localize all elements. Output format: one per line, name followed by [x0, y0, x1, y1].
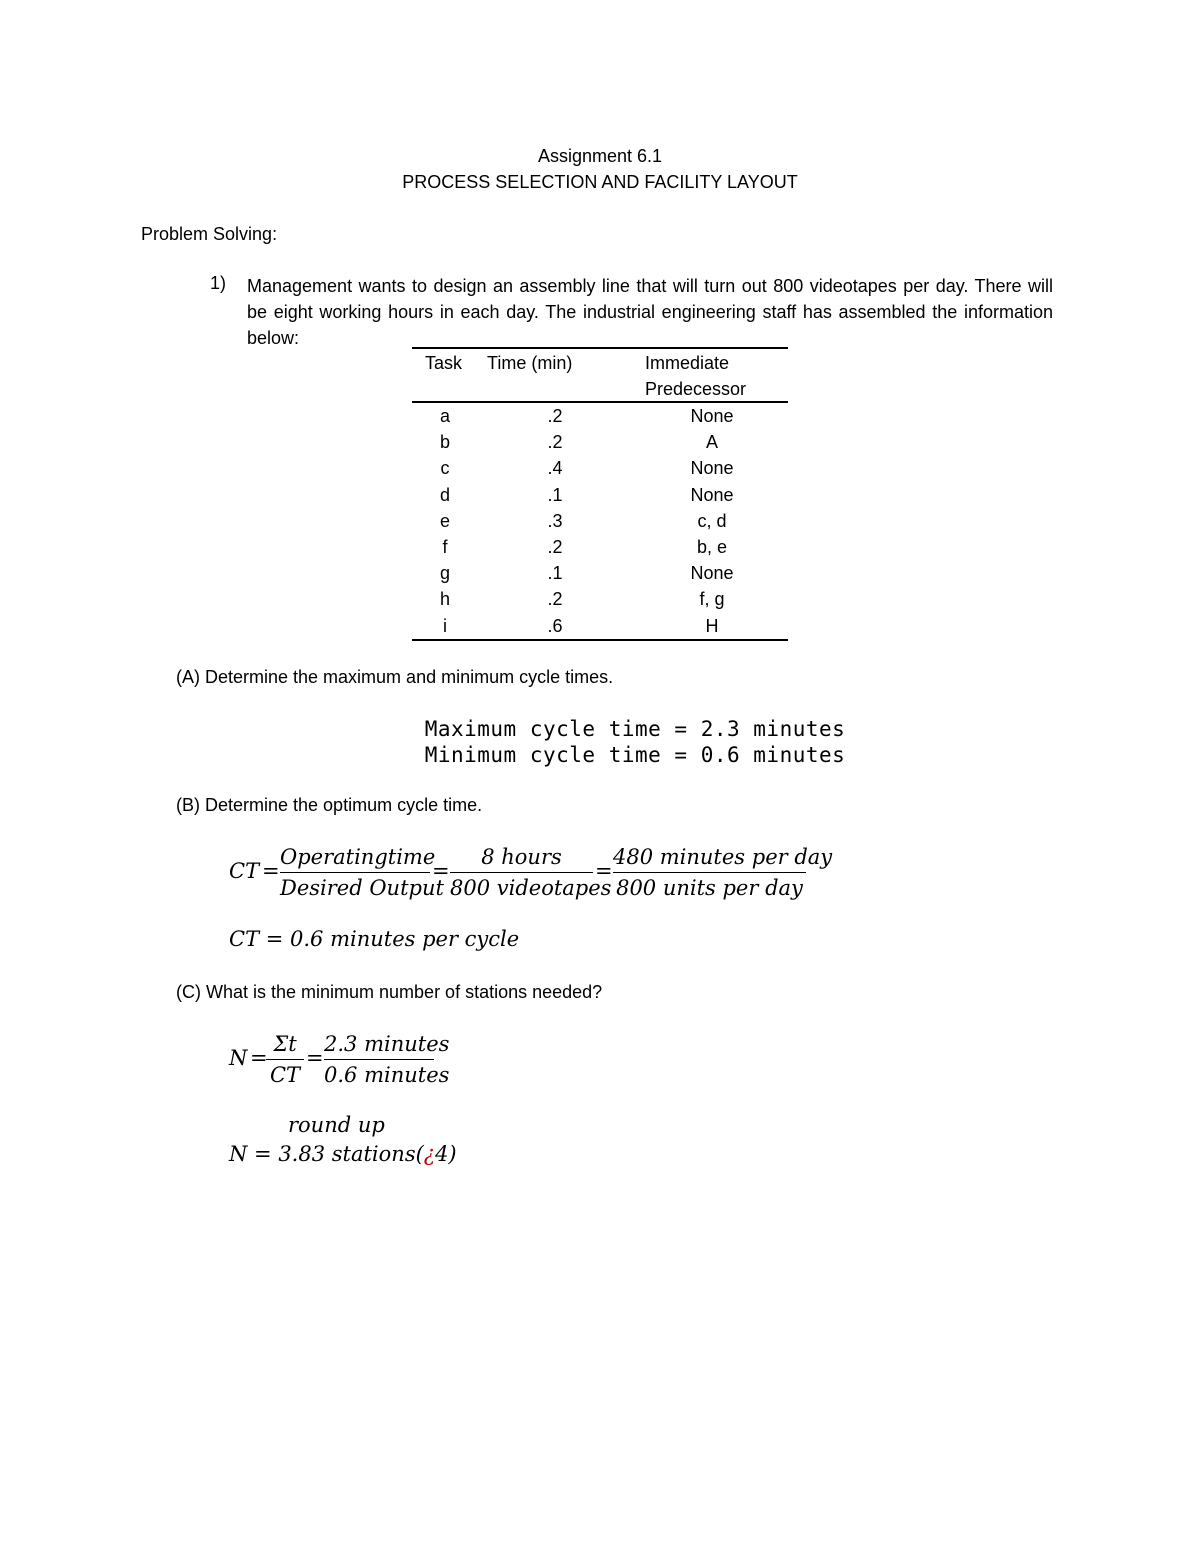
cell-time: .6	[547, 615, 563, 636]
fraction-numerator: 2.3 minutes	[324, 1032, 450, 1056]
stations-result	[229, 1142, 457, 1166]
cell-predecessor: c, d	[697, 510, 727, 531]
fraction-sum-t	[266, 1032, 304, 1087]
part-a-question: (A) Determine the maximum and minimum cycle times.	[176, 667, 614, 687]
ct-result: CT = 0.6 minutes per cycle	[229, 927, 520, 951]
fraction-denominator: Desired Output	[280, 876, 444, 900]
fraction-denominator: 800 videotapes	[450, 876, 612, 900]
equals-sign: =	[432, 859, 450, 883]
equals-sign: =	[306, 1046, 324, 1070]
header-predecessor-line2: Predecessor	[645, 379, 747, 399]
question-text: Management wants to design an assembly line that will turn out 800 videotapes per day. There will be eight working hours in each day. The industrial engineering staff has assembled the information below:	[247, 276, 1053, 348]
cell-task: e	[439, 510, 450, 531]
cell-time: .2	[547, 589, 563, 610]
cell-time: .1	[547, 484, 563, 505]
header-predecessor-line1: Immediate	[645, 353, 730, 373]
n-label: N	[229, 1046, 248, 1070]
part-c-question: (C) What is the minimum number of stations needed?	[176, 982, 603, 1002]
ct-label: CT	[229, 859, 260, 883]
cell-task: a	[439, 406, 450, 426]
equals-sign: =	[250, 1046, 268, 1070]
cell-predecessor: H	[705, 615, 719, 636]
fraction-numerator: Operatingtime	[280, 845, 436, 869]
fraction-denominator: CT	[269, 1063, 301, 1087]
equals-sign: =	[262, 859, 280, 883]
cell-predecessor: None	[690, 458, 734, 479]
cell-task: h	[439, 589, 450, 610]
fraction-numerator: 8 hours	[481, 845, 562, 869]
document-title: Assignment 6.1	[537, 146, 663, 166]
fraction-denominator: 0.6 minutes	[324, 1063, 450, 1087]
header-task: Task	[425, 353, 463, 373]
cell-time: .1	[547, 563, 563, 584]
cell-predecessor: None	[690, 563, 734, 584]
header-time: Time (min)	[487, 353, 573, 373]
cell-predecessor: None	[690, 406, 734, 426]
cell-predecessor: f, g	[699, 589, 725, 610]
document-subtitle: PROCESS SELECTION AND FACILITY LAYOUT	[402, 172, 798, 192]
fraction-minutes-ratio	[324, 1032, 450, 1087]
min-cycle-time: Minimum cycle time = 0.6 minutes	[424, 743, 846, 767]
stations-result-suffix: 4)	[435, 1142, 457, 1166]
cell-task: b	[439, 432, 450, 453]
cell-predecessor: None	[690, 484, 734, 505]
round-up-label: round up	[288, 1113, 385, 1137]
equals-sign: =	[595, 859, 613, 883]
cell-time: .4	[547, 458, 563, 479]
fraction-numerator: 480 minutes per day	[613, 845, 833, 869]
cell-time: .2	[547, 406, 563, 426]
cell-task: d	[439, 484, 450, 505]
part-b-question: (B) Determine the optimum cycle time.	[176, 795, 483, 815]
cell-predecessor: b, e	[696, 536, 728, 557]
max-cycle-time: Maximum cycle time = 2.3 minutes	[424, 717, 846, 741]
cell-task: i	[443, 615, 447, 636]
cell-time: .3	[547, 510, 563, 531]
unknown-char-mark: ¿	[423, 1142, 436, 1166]
cell-task: c	[440, 458, 450, 479]
cell-time: .2	[547, 432, 563, 453]
fraction-numerator: Σt	[273, 1032, 297, 1056]
section-heading: Problem Solving:	[141, 224, 278, 244]
stations-result-prefix: N = 3.83 stations(	[229, 1142, 424, 1166]
fraction-denominator: 800 units per day	[616, 876, 803, 900]
cell-time: .2	[547, 536, 563, 557]
cell-task: f	[442, 536, 448, 557]
cell-task: g	[439, 563, 450, 584]
question-number: 1)	[210, 273, 227, 293]
cell-predecessor: A	[705, 432, 718, 453]
